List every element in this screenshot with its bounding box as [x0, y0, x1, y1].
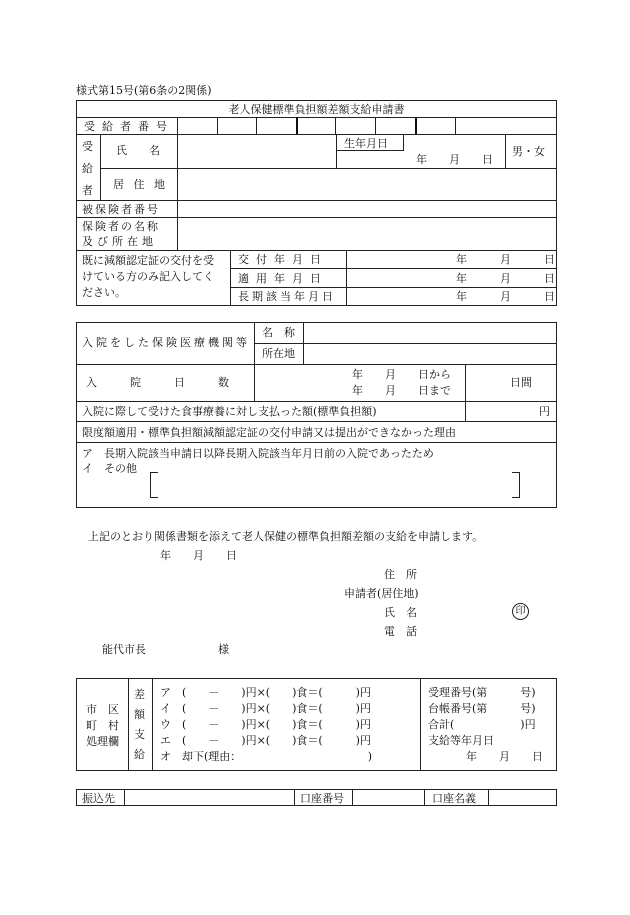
hospital-label: 入院をした保険医療機関等 — [82, 336, 250, 349]
long-term-date-value: 年 月 日 — [456, 290, 555, 303]
reduction-note-3: ださい。 — [82, 286, 126, 299]
applicant-address-label: 住 所 — [384, 568, 417, 581]
office-label-3: 処理欄 — [86, 735, 119, 748]
diff-label-1: 差 — [134, 688, 145, 701]
stay-days-label: 入 院 日 数 — [86, 376, 229, 389]
meal-paid-label: 入院に際して受けた食事療養に対し支払った額(標準負担額) — [82, 405, 377, 418]
hospital-address-label: 所在地 — [262, 347, 295, 360]
name-label: 氏 名 — [116, 144, 160, 157]
receipt-number: 受理番号(第 号) — [428, 686, 536, 699]
addressee: 能代市長 — [102, 643, 146, 656]
ledger-number: 台帳番号(第 号) — [428, 702, 536, 715]
residence-label: 居 住 地 — [113, 178, 168, 191]
insurer-label-2: 及び所在地 — [82, 235, 157, 248]
applicant-phone-label: 電 話 — [384, 625, 417, 638]
recipient-side-1: 受 — [82, 140, 93, 153]
stay-from: 年 月 日から — [352, 368, 451, 381]
calc-line-e: エ ( － )円×( )食＝( )円 — [160, 734, 371, 747]
apply-date-label: 適用年月日 — [238, 272, 328, 285]
reduction-note-2: けている方のみ記入してく — [82, 270, 214, 283]
form-title: 老人保健標準負担額差額支給申請書 — [228, 103, 405, 116]
calc-line-u: ウ ( － )円×( )食＝( )円 — [160, 718, 371, 731]
sex-options[interactable]: 男・女 — [512, 145, 545, 158]
stay-to: 年 月 日まで — [352, 384, 451, 397]
applicant-label: 申請者(居住地) — [344, 587, 419, 600]
reason-bracket-left — [150, 472, 158, 498]
transfer-label: 振込先 — [82, 792, 115, 805]
insurer-label-1: 保険者の名称 — [82, 220, 160, 233]
account-number-label: 口座番号 — [300, 792, 344, 805]
apply-date-value: 年 月 日 — [456, 272, 555, 285]
diff-label-3: 支 — [134, 728, 145, 741]
reason-bracket-right — [512, 472, 520, 498]
insured-number-label: 被保険者番号 — [82, 203, 160, 216]
reason-other[interactable]: イ その他 — [82, 462, 137, 475]
birth-date-value: 年 月 日 — [416, 153, 493, 166]
total-amount: 合計( )円 — [428, 718, 536, 731]
recipient-number-label: 受給者番号 — [84, 120, 174, 133]
application-date: 年 月 日 — [160, 549, 237, 562]
long-term-date-label: 長期該当年月日 — [238, 290, 336, 303]
declaration-text: 上記のとおり関係書類を添えて老人保健の標準負担額差額の支給を申請します。 — [88, 530, 484, 543]
meal-paid-yen: 円 — [539, 405, 550, 418]
diff-label-2: 額 — [134, 708, 145, 721]
reason-a[interactable]: ア 長期入院該当申請日以降長期入院該当年月日前の入院であったため — [82, 447, 434, 460]
calc-line-a: ア ( － )円×( )食＝( )円 — [160, 686, 371, 699]
applicant-name-label: 氏 名 — [384, 606, 417, 619]
seal-mark: 印 — [512, 603, 529, 620]
payment-date-label: 支給等年月日 — [428, 734, 494, 747]
payment-date-value: 年 月 日 — [466, 750, 543, 763]
office-label-1: 市 区 — [86, 703, 119, 716]
diff-label-4: 給 — [134, 748, 145, 761]
calc-line-o: オ 却下(理由： ) — [160, 750, 373, 763]
recipient-side-2: 給 — [82, 162, 93, 175]
reduction-note-1: 既に減額認定証の交付を受 — [82, 254, 214, 267]
hospital-name-label: 名 称 — [262, 326, 295, 339]
issue-date-label: 交付年月日 — [238, 253, 328, 266]
birth-date-label: 生年月日 — [344, 137, 388, 150]
issue-date-value: 年 月 日 — [456, 253, 555, 266]
calc-line-i: イ ( － )円×( )食＝( )円 — [160, 702, 371, 715]
office-label-2: 町 村 — [86, 719, 119, 732]
account-name-label: 口座名義 — [432, 792, 476, 805]
recipient-side-3: 者 — [82, 184, 93, 197]
form-number: 様式第15号(第6条の2関係) — [76, 84, 212, 97]
reason-title: 限度額適用・標準負担額減額認定証の交付申請又は提出ができなかった理由 — [82, 426, 456, 439]
stay-days-unit: 日間 — [510, 376, 532, 389]
honorific: 様 — [218, 643, 229, 656]
